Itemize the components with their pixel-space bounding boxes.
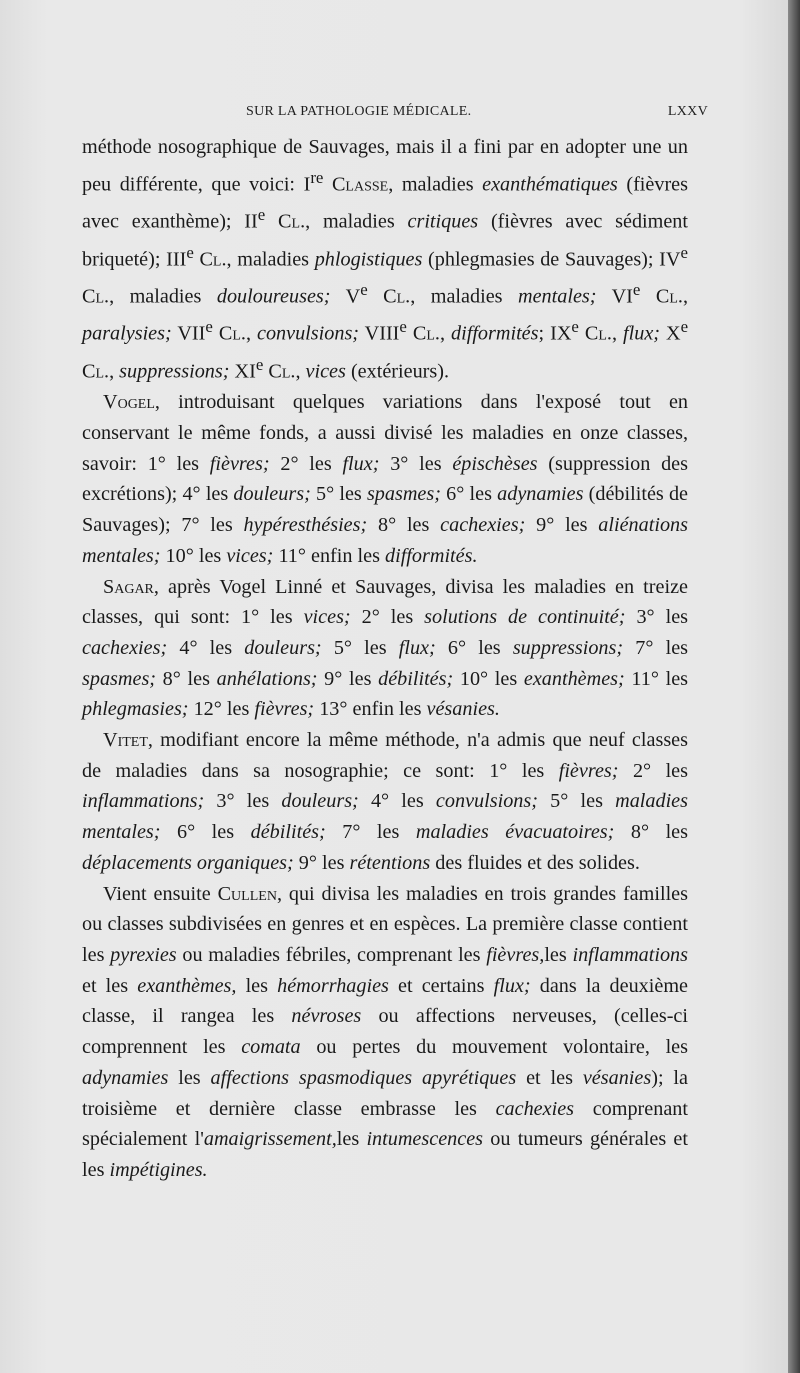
paragraph-sagar: Sagar, après Vogel Linné et Sauvages, divisa les maladies en treize classes, qui sont: 1° les vices; 2° les solutions de continuité; 3° les cachexies; 4° les douleurs; 5° les flux; 6° les suppressions; 7° les spasmes; 8° les anhélations; 9° les débilités; 10° les exanthèmes; 11° les phlegmasies; 12° les fièvres; 13° enfin les vésanies.	[82, 575, 689, 721]
body-text	[82, 132, 688, 1186]
paragraph-cullen: Vient ensuite Cullen, qui divisa les maladies en trois grandes familles ou classes subdivisées en genres et en espèces. La première classe contient les pyrexies ou maladies fébriles, comprenant les fièvres,les inflammations et les exanthèmes, les hémorrhagies et certains flux; dans la deuxième classe, il rangea les névroses ou affections nerveuses, (celles-ci comprennent les comata ou pertes du mouvement volontaire, les adynamies les affections spasmodiques apyrétiques et les vésanies); la troisième et dernière classe embrasse les cachexies comprenant spécialement l'amaigrissement,les intumescences ou tumeurs générales et les impétigines.	[82, 882, 689, 1181]
paragraph-sauvages-classes: méthode nosographique de Sauvages, mais il a fini par en adopter une un peu différente, que voici: Ire Classe, maladies exanthématiques (fièvres avec exanthème); IIe Cl., maladies critiques (fièvres avec sédiment briqueté); IIIe Cl., maladies phlogistiques (phlegmasies de Sauvages); IVe Cl., maladies douloureuses; Ve Cl., maladies mentales; VIe Cl., paralysies; VIIe Cl., convulsions; VIIIe Cl., difformités; IXe Cl., flux; Xe Cl., suppressions; XIe Cl., vices (extérieurs).	[82, 136, 689, 383]
page-number: LXXV	[667, 104, 708, 119]
paragraph-vitet: Vitet, modifiant encore la même méthode, n'a admis que neuf classes de maladies dans sa nosographie; ce sont: 1° les fièvres; 2° les inflammations; 3° les douleurs; 4° les convulsions; 5° les maladies mentales; 6° les débilités; 7° les maladies évacuatoires; 8° les déplacements organiques; 9° les rétentions des fluides et des solides.	[82, 729, 689, 874]
page-edge-shadow	[788, 0, 800, 1373]
paragraph-vogel: Vogel, introduisant quelques variations dans l'exposé tout en conservant le même fonds, a aussi divisé les maladies en onze classes, savoir: 1° les fièvres; 2° les flux; 3° les épischèses (suppression des excrétions); 4° les douleurs; 5° les spasmes; 6° les adynamies (débilités de Sauvages); 7° les hypéresthésies; 8° les cachexies; 9° les aliénations mentales; 10° les vices; 11° enfin les difformités.	[82, 391, 689, 567]
running-title: SUR LA PATHOLOGIE MÉDICALE.	[246, 104, 472, 119]
